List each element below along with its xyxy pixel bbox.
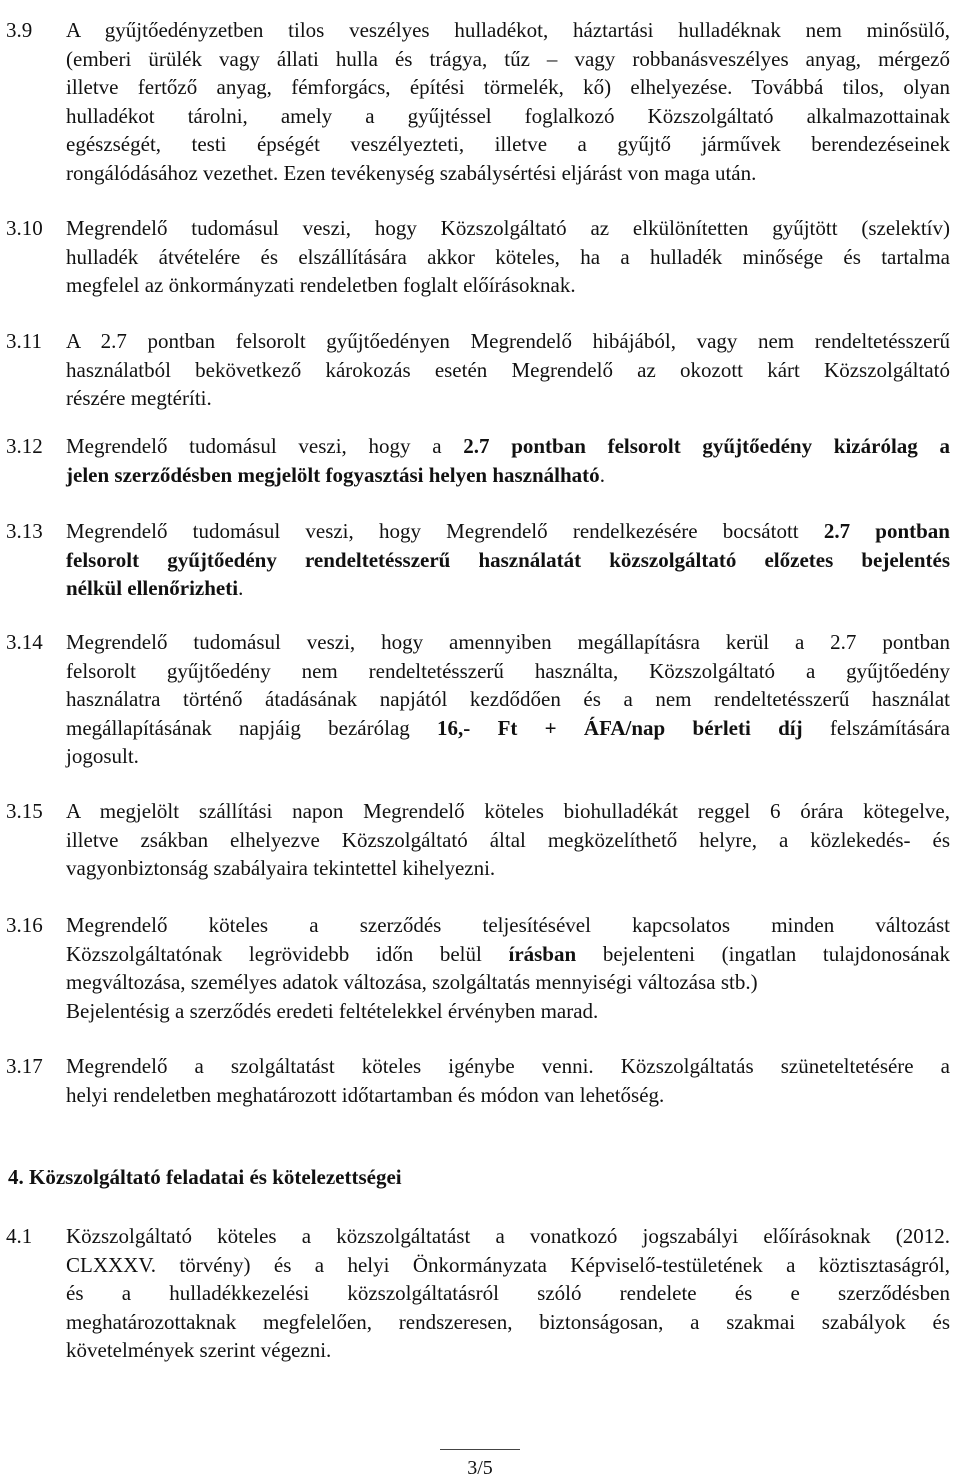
text-line: megváltozása, személyes adatok változása, szolgáltatás mennyiségi változása stb.) [66,970,758,995]
text-segment: Megrendelő tudomásul veszi, hogy Megrendelő rendelkezésére bocsátott [66,519,824,543]
text-line: illetve zsákban elhelyezve Közszolgáltató által megközelíthető helyre, a közlekedés- és [66,827,950,852]
text-segment: bejelenteni (ingatlan tulajdonosának [576,941,950,966]
text-line [66,574,950,603]
text-line: A gyűjtőedényzetben tilos veszélyes hulladékot, háztartási hulladéknak nem minősülő, [66,18,950,42]
text-line [66,517,950,546]
text-line: A megjelölt szállítási napon Megrendelő köteles biohulladékát reggel 6 órára kötegelve, [66,799,950,823]
text-line: vagyonbiztonság szabályaira tekintettel kihelyezni. [66,856,496,881]
text-line: egészségét, testi épségét veszélyezteti, illetve a gyűjtő járművek berendezéseinek [66,132,950,157]
text-line: hulladék átvételére és elszállítására akkor köteles, ha a hulladék minősége és tartalma [66,244,950,269]
text-line [66,461,950,490]
text-line: Megrendelő köteles a szerződés teljesítésével kapcsolatos minden változást [66,913,950,937]
clause-text [66,432,950,489]
bold-text: 2.7 pontban felsorolt gyűjtőedény kizárólag a [463,434,950,458]
clause-number: 3.15 [6,799,43,823]
text-line: Megrendelő a szolgáltatást köteles igénybe venni. Közszolgáltatás szüneteltetésére a [66,1054,950,1078]
text-line: Bejelentésig a szerződés eredeti feltételekkel érvényben marad. [66,998,599,1023]
text-line: és a hulladékkezelési közszolgáltatásról szóló rendelete és e szerződésben [66,1281,950,1306]
text-line: felsorolt gyűjtőedény nem rendeltetésszerű használta, Közszolgáltató a gyűjtőedény [66,658,950,683]
clause-text [66,911,950,1025]
text-segment: . [238,576,244,601]
text-segment: megállapításának napjáig bezárólag [66,715,438,740]
clause-number: 3.16 [6,913,43,937]
text-segment: Megrendelő tudomásul veszi, hogy a [66,434,464,458]
text-line: jogosult. [66,744,139,769]
text-line: illetve fertőző anyag, fémforgács, építési törmelék, kő) elhelyezése. Továbbá tilos, olyan [66,75,950,100]
text-line: meghatározottaknak megfelelően, rendszeresen, biztonságosan, a szakmai szabályok és [66,1309,950,1334]
clause-number: 3.11 [6,329,42,353]
text-line: Megrendelő tudomásul veszi, hogy Közszolgáltató az elkülönítetten gyűjtött (szelektív) [66,216,950,240]
text-line: (emberi ürülék vagy állati hulla és trágya, tűz – vagy robbanásveszélyes anyag, mérgező [66,46,950,71]
text-line [66,714,950,743]
clause-number: 3.17 [6,1054,43,1078]
clause-text [66,214,950,300]
text-segment: . [599,462,605,487]
text-line: használatból bekövetkező károkozás esetén Megrendelő az okozott kárt Közszolgáltató [66,357,950,382]
text-line: megfelel az önkormányzati rendeletben foglalt előírásoknak. [66,273,576,298]
text-line: használatra történő átadásának napjától kezdődően és a nem rendeltetésszerű használat [66,687,950,712]
footer-divider [440,1449,520,1450]
text-line [66,940,950,969]
clause-number: 3.12 [6,434,43,458]
text-line: A 2.7 pontban felsorolt gyűjtőedényen Megrendelő hibájából, vagy nem rendeltetésszerű [66,329,950,353]
clause-number: 4.1 [6,1224,33,1248]
clause-number: 3.10 [6,216,43,240]
page-number: 3/5 [467,1457,493,1479]
clause-text [66,327,950,413]
text-line: CLXXXV. törvény) és a helyi Önkormányzata Képviselő-testületének a köztisztaságról, [66,1252,950,1277]
clause-text [66,517,950,603]
section-heading: 4. Közszolgáltató feladatai és kötelezettségei [8,1165,402,1189]
clause-number: 3.14 [6,630,43,654]
clause-text [66,1052,950,1109]
bold-text: 2.7 pontban [823,519,950,543]
text-line [66,432,950,461]
clause-text [66,797,950,883]
clause-number: 3.13 [6,519,43,543]
text-line: rongálódásához vezethet. Ezen tevékenység szabálysértési eljárást von maga után. [66,160,757,185]
text-line: Közszolgáltató köteles a közszolgáltatást a vonatkozó jogszabályi előírásoknak (2012. [66,1224,950,1248]
bold-text: 16,- Ft + ÁFA/nap bérleti díj [437,715,803,740]
text-line: Megrendelő tudomásul veszi, hogy amennyiben megállapításra kerül a 2.7 pontban [66,630,950,654]
bold-text: írásban [508,941,577,966]
text-line: hulladékot tárolni, amely a gyűjtéssel foglalkozó Közszolgáltató alkalmazottainak [66,103,950,128]
clause-text [66,16,950,188]
clause-number: 3.9 [6,18,33,42]
text-line: helyi rendeletben meghatározott időtartamban és módon van lehetőség. [66,1082,665,1107]
text-line: követelmények szerint végezni. [66,1338,332,1363]
bold-text: felsorolt gyűjtőedény rendeltetésszerű használatát közszolgáltató előzetes bejelentés [66,547,950,572]
bold-text: nélkül ellenőrizheti [66,576,239,601]
bold-text: jelen szerződésben megjelölt fogyasztási helyen használható [66,462,600,487]
clause-text [66,628,950,771]
clause-text [66,1222,950,1365]
text-segment: felszámítására [802,715,950,740]
text-line [66,546,950,575]
text-line: részére megtéríti. [66,386,212,411]
text-segment: Közszolgáltatónak legrövidebb időn belül [66,941,509,966]
